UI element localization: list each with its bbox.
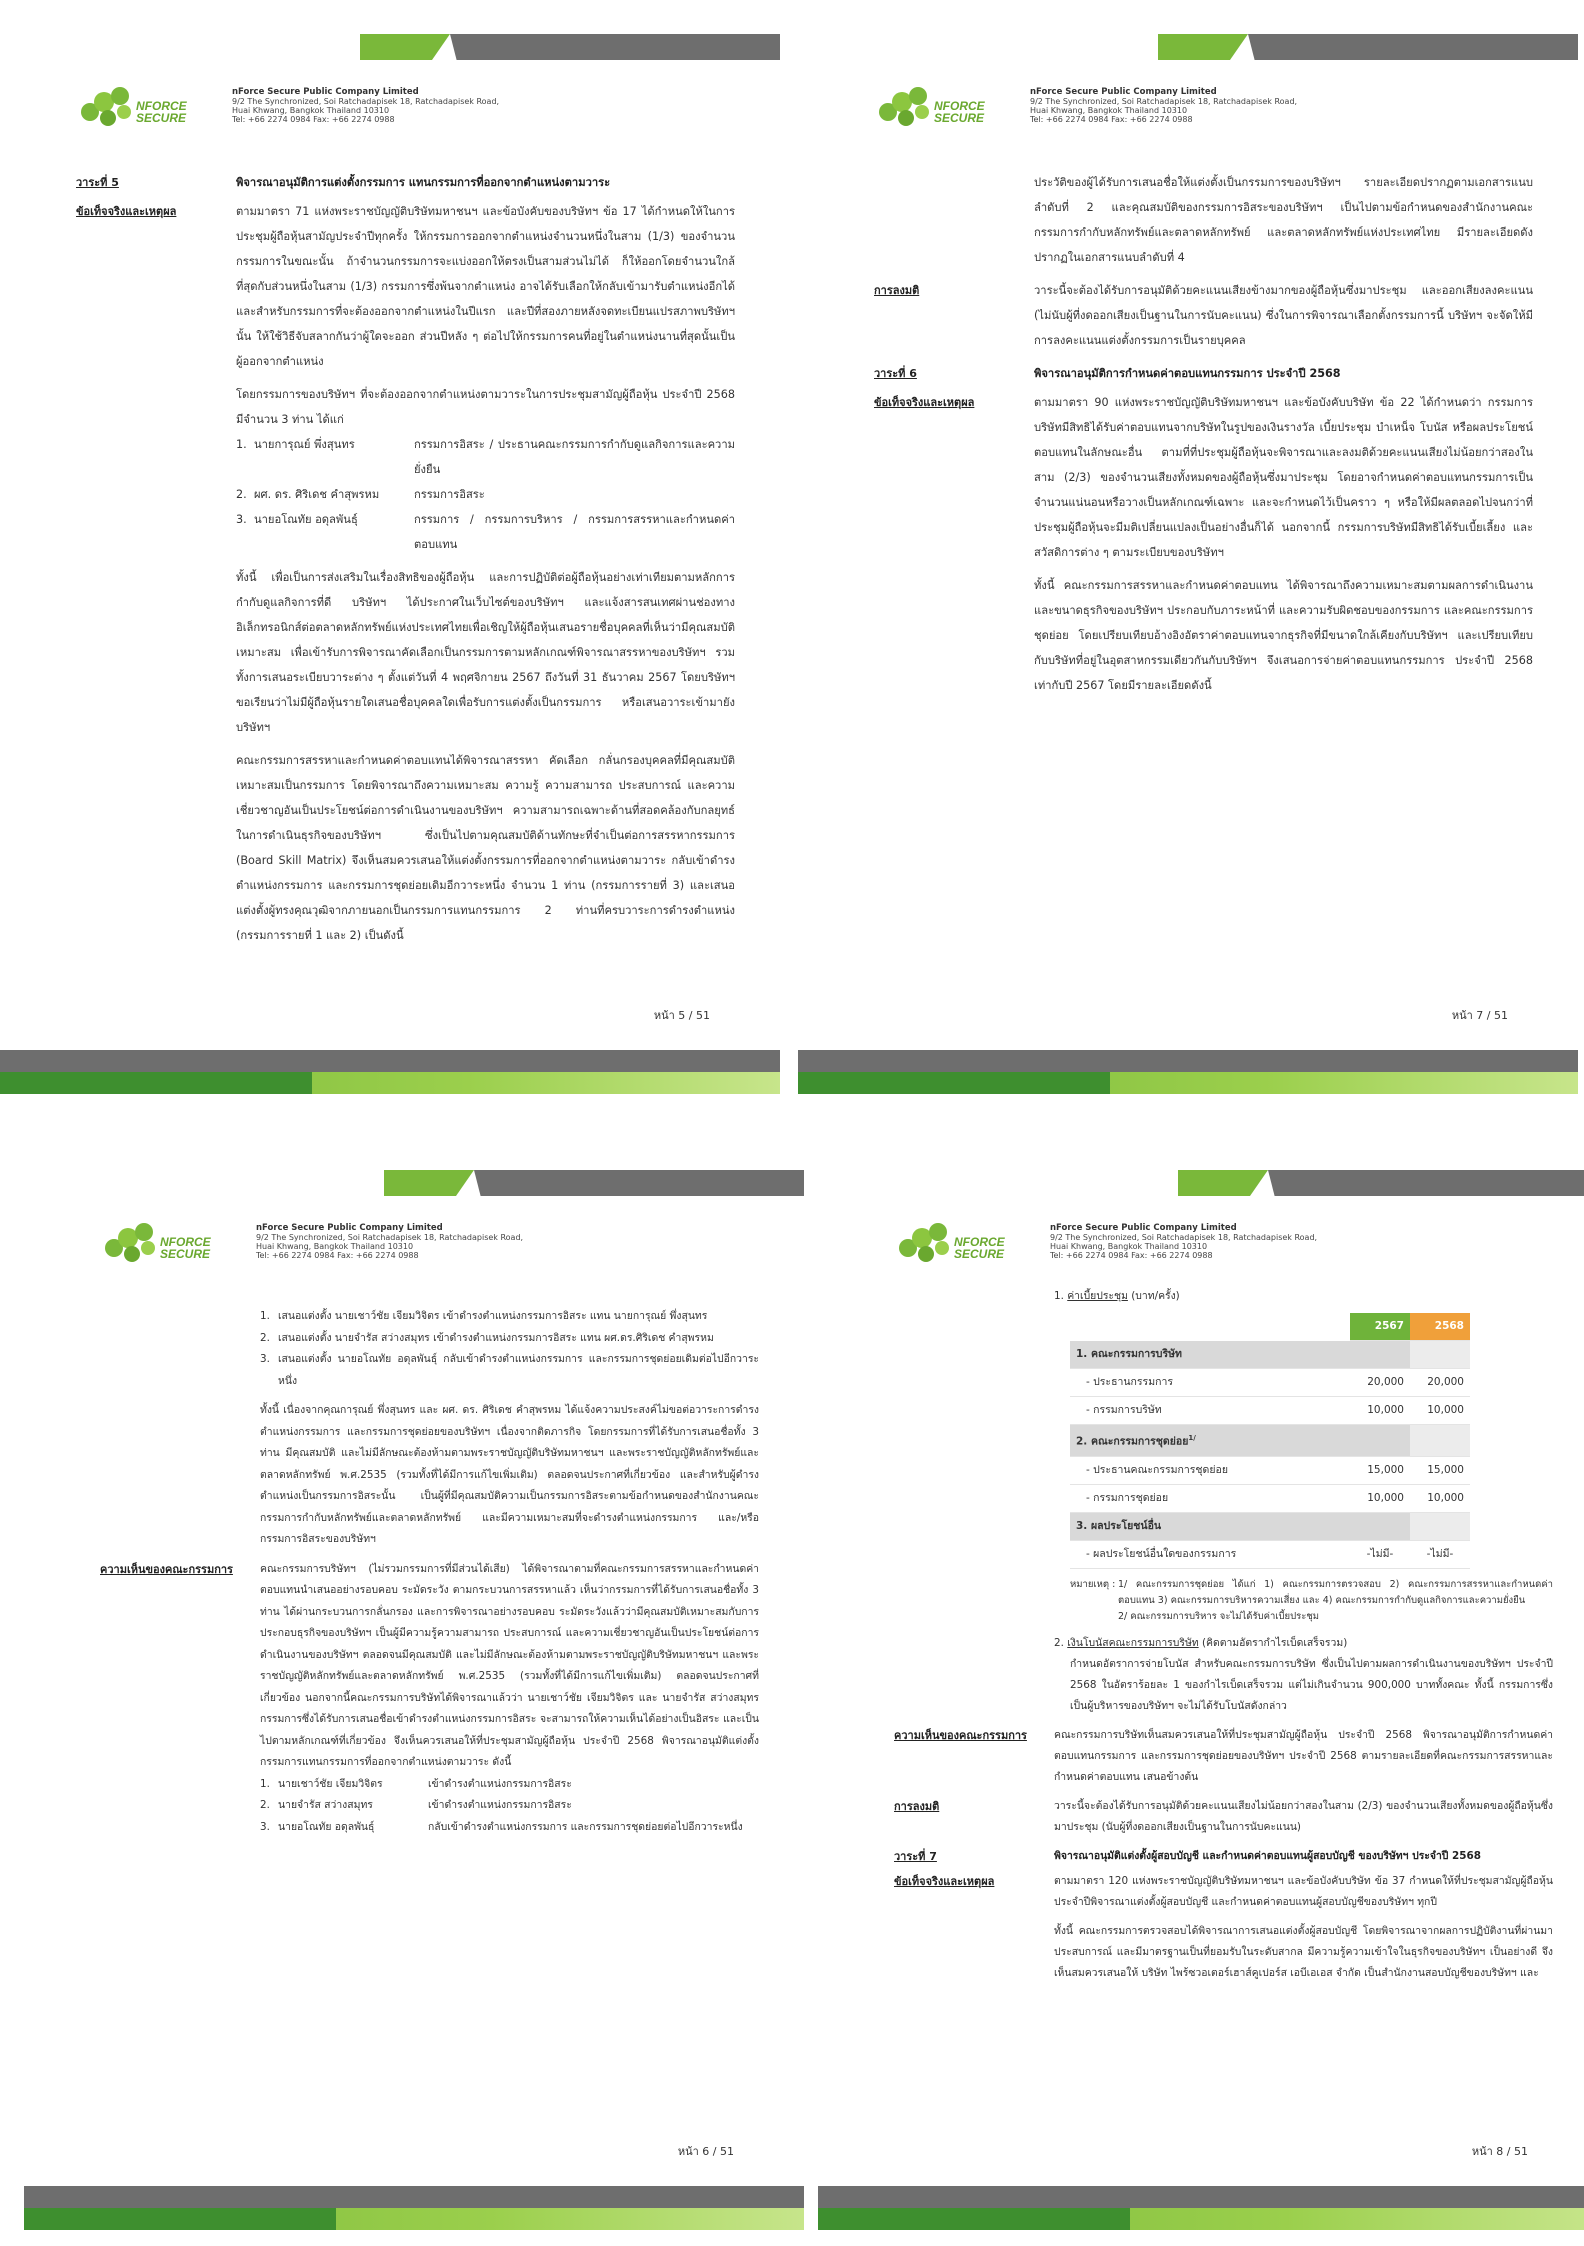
nominee-list	[260, 1306, 759, 1392]
agenda-label: วาระที่ 6	[874, 367, 917, 380]
col-2568: 2568	[1410, 1313, 1470, 1341]
footer-band	[0, 1034, 780, 1094]
svg-text:NFORCE: NFORCE	[954, 1235, 1005, 1249]
company-address-line1: 9/2 The Synchronized, Soi Ratchadapisek 18, Ratchadapisek Road,	[232, 97, 500, 106]
header-accent-green	[1178, 1170, 1268, 1196]
resolution-label: การลงมติ	[894, 1799, 940, 1813]
facts-label: ข้อเท็จจริงและเหตุผล	[874, 396, 975, 409]
svg-text:NFORCE: NFORCE	[934, 99, 985, 113]
paragraph: วาระนี้จะต้องได้รับการอนุมัติด้วยคะแนนเสียงข้างมากของผู้ถือหุ้นซึ่งมาประชุม และออกเสียงลงคะแนน (ไม่นับผู้ที่งดออกเสียงเป็นฐานในการนับคะแนน) ซึ่งในการพิจารณาเลือกตั้งกรรมการนี้ บริษัทฯ จะจัดให้มีการลงคะแนนแต่งตั้งกรรมการเป็นรายบุคคล	[1034, 284, 1533, 347]
logo-wordmark: NFORCE	[136, 99, 187, 113]
svg-text:SECURE: SECURE	[136, 111, 187, 125]
list-item: 3. นายอโณทัย อดุลพันธุ์ กลับเข้าดำรงตำแหน่งกรรมการ และกรรมการชุดย่อยต่อไปอีกวาระหนึ่ง	[260, 1820, 743, 1833]
table-row: 1. คณะกรรมการบริษัท	[1070, 1341, 1470, 1369]
paragraph: ทั้งนี้ เพื่อเป็นการส่งเสริมในเรื่องสิทธิของผู้ถือหุ้น และการปฏิบัติต่อผู้ถือหุ้นอย่างเท่าเทียมตามหลักการกำกับดูแลกิจการที่ดี บริษัทฯ ได้ประกาศในเว็บไซต์ของบริษัทฯ และแจ้งสารสนเทศผ่านช่องทางอิเล็กทรอนิกส์ต่อตลาดหลักทรัพย์แห่งประเทศไทยเพื่อเชิญให้ผู้ถือหุ้นเสนอรายชื่อบุคคลที่เห็นว่ามีคุณสมบัติเหมาะสม เพื่อเข้ารับการพิจารณาคัดเลือกเป็นกรรมการตามหลักเกณฑ์พิจารณาสรรหาของบริษัทฯ รวมทั้งการเสนอระเบียบวาระต่าง ๆ ตั้งแต่วันที่ 4 พฤศจิกายน 2567 ถึงวันที่ 31 ธันวาคม 2567 โดยบริษัทฯ ขอเรียนว่าไม่มีผู้ถือหุ้นรายใดเสนอชื่อบุคคลใดเพื่อรับการแต่งตั้งเป็นกรรมการ หรือเสนอวาระเข้ามายังบริษัทฯ	[236, 571, 735, 734]
company-logo	[78, 82, 213, 132]
facts-label: ข้อเท็จจริงและเหตุผล	[76, 205, 177, 218]
list-item: 1. นายเชาว์ชัย เจียมวิจิตร เข้าดำรงตำแหน่งกรรมการอิสระ	[260, 1777, 572, 1790]
appointment-list	[260, 1774, 759, 1839]
page-number: หน้า 5 / 51	[653, 1009, 710, 1022]
agenda-title: พิจารณาอนุมัติการแต่งตั้งกรรมการ แทนกรรมการที่ออกจากตำแหน่งตามวาระ	[236, 176, 611, 189]
company-info	[232, 88, 499, 124]
resolution-label: การลงมติ	[874, 284, 920, 297]
company-info: nForce Secure Public Company Limited 9/2 The Synchronized, Soi Ratchadapisek 18, Ratchadapisek Road, Huai Khwang, Bangkok Thailand 10310 Tel: +66 2274 0984 Fax: +66 2274 0988	[1030, 87, 1298, 124]
table-row: - ประธานคณะกรรมการชุดย่อย 15,000 15,000	[1070, 1456, 1470, 1484]
paragraph: คณะกรรมการบริษัทฯ (ไม่รวมกรรมการที่มีส่วนได้เสีย) ได้พิจารณาตามที่คณะกรรมการสรรหาและกำหนดค่าตอบแทนนำเสนออย่างรอบคอบ ระมัดระวัง ตามกระบวนการสรรหาแล้ว เห็นว่ากรรมการที่ได้รับการเสนอชื่อทั้ง 3 ท่าน ได้ผ่านกระบวนการกลั่นกรอง และการพิจารณาอย่างรอบคอบ ระมัดระวังแล้วว่ามีคุณสมบัติเหมาะสมกับการประกอบธุรกิจของบริษัทฯ เป็นผู้มีความรู้ความสามารถ ประสบการณ์ และความเชี่ยวชาญอันเป็นประโยชน์ต่อการดำเนินงานของบริษัทฯ ตลอดจนมีคุณสมบัติ และไม่มีลักษณะต้องห้ามตามพระราชบัญญัติบริษัทมหาชนฯ และพระราชบัญญัติหลักทรัพย์และตลาดหลักทรัพย์ พ.ศ.2535 (รวมทั้งที่ได้มีการแก้ไขเพิ่มเติม) ตลอดจนประกาศที่เกี่ยวข้อง นอกจากนี้คณะกรรมการบริษัทได้พิจารณาแล้วว่า นายเชาว์ชัย เจียมวิจิตร และ นายจำรัส สว่างสมุทร กรรมการซึ่งได้รับการเสนอชื่อเข้าดำรงตำแหน่งกรรมการอิสระ จะสามารถให้ความเห็นได้อย่างเป็นอิสระ และเป็นไปตามหลักเกณฑ์ที่เกี่ยวข้อง จึงเห็นควรเสนอให้ที่ประชุมสามัญผู้ถือหุ้น ประจำปี 2568 พิจารณาอนุมัติแต่งตั้งกรรมการแทนกรรมการที่ออกจากตำแหน่งตามวาระ ดังนี้	[260, 1562, 759, 1768]
header-band	[450, 34, 780, 60]
footer-band	[798, 1034, 1578, 1094]
company-logo	[102, 1218, 237, 1268]
list-item: 2. ผศ. ดร. ศิริเดช คำสุพรหม กรรมการอิสระ	[236, 488, 485, 501]
document-page-5	[0, 0, 780, 1110]
footer-band	[818, 2170, 1584, 2230]
paragraph: ทั้งนี้ คณะกรรมการตรวจสอบได้พิจารณาการเสนอแต่งตั้งผู้สอบบัญชี โดยพิจารณาจากผลการปฏิบัติงานที่ผ่านมา ประสบการณ์ และมีมาตรฐานเป็นที่ยอมรับในระดับสากล มีความรู้ความเข้าใจในธุรกิจของบริษัทฯ เป็นอย่างดี จึงเห็นสมควรเสนอให้ บริษัท ไพร้ซวอเตอร์เฮาส์คูเปอร์ส เอบีเอเอส จำกัด เป็นสำนักงานสอบบัญชีของบริษัทฯ และ	[1054, 1924, 1553, 1979]
paragraph: ทั้งนี้ เนื่องจากคุณการุณย์ พึ่งสุนทร และ ผศ. ดร. ศิริเดช คำสุพรหม ได้แจ้งความประสงค์ไม่ขอต่อวาระการดำรงตำแหน่งกรรมการ และกรรมการชุดย่อยของบริษัทฯ เนื่องจากติดภารกิจ โดยกรรมการที่ได้รับการเสนอชื่อทั้ง 3 ท่าน มีคุณสมบัติ และไม่มีลักษณะต้องห้ามตามพระราชบัญญัติบริษัทมหาชนฯ และพระราชบัญญัติหลักทรัพย์และตลาดหลักทรัพย์ พ.ศ.2535 (รวมทั้งที่ได้มีการแก้ไขเพิ่มเติม) ตลอดจนประกาศที่เกี่ยวข้อง และสำหรับผู้ดำรงตำแหน่งเป็นกรรมการอิสระนั้น เป็นผู้ที่มีคุณสมบัติความเป็นกรรมการอิสระตามข้อกำหนดของสำนักงานคณะกรรมการกำกับหลักทรัพย์และตลาดหลักทรัพย์ และมีความเหมาะสมที่จะดำรงตำแหน่งกรรมการ และ/หรือกรรมการอิสระของบริษัทฯ	[260, 1404, 759, 1545]
paragraph: ทั้งนี้ คณะกรรมการสรรหาและกำหนดค่าตอบแทน ได้พิจารณาถึงความเหมาะสมตามผลการดำเนินงาน และขนาดธุรกิจของบริษัทฯ ประกอบกับภาระหน้าที่ และความรับผิดชอบของกรรมการ และคณะกรรมการชุดย่อย โดยเปรียบเทียบอ้างอิงอัตราค่าตอบแทนจากธุรกิจที่มีขนาดใกล้เคียงกับบริษัทฯ และเปรียบเทียบกับบริษัทที่อยู่ในอุตสาหกรรมเดียวกันกับบริษัทฯ จึงเสนอการจ่ายค่าตอบแทนกรรมการ ประจำปี 2568 เท่ากับปี 2567 โดยมีรายละเอียดดังนี้	[1034, 579, 1533, 692]
company-logo	[896, 1218, 1031, 1268]
board-opinion-label: ความเห็นของคณะกรรมการ	[894, 1728, 1027, 1742]
header-band	[474, 1170, 804, 1196]
page-number: หน้า 7 / 51	[1451, 1009, 1508, 1022]
header-accent-green	[360, 34, 450, 60]
page-number: หน้า 8 / 51	[1471, 2145, 1528, 2158]
agenda-title: พิจารณาอนุมัติการกำหนดค่าตอบแทนกรรมการ ประจำปี 2568	[1034, 367, 1341, 380]
paragraph: ตามมาตรา 120 แห่งพระราชบัญญัติบริษัทมหาชนฯ และข้อบังคับบริษัท ข้อ 37 กำหนดให้ที่ประชุมสามัญผู้ถือหุ้นประจำปีพิจารณาแต่งตั้งผู้สอบบัญชี และกำหนดค่าตอบแทนผู้สอบบัญชีของบริษัทฯ ทุกปี	[1054, 1874, 1553, 1908]
table-row: - กรรมการชุดย่อย 10,000 10,000	[1070, 1484, 1470, 1512]
paragraph: ตามมาตรา 71 แห่งพระราชบัญญัติบริษัทมหาชนฯ และข้อบังคับของบริษัทฯ ข้อ 17 ได้กำหนดให้ในการประชุมผู้ถือหุ้นสามัญประจำปีทุกครั้ง ให้กรรมการออกจากตำแหน่งจำนวนหนึ่งในสาม (1/3) ของจำนวนกรรมการในขณะนั้น ถ้าจำนวนกรรมการจะแบ่งออกให้ตรงเป็นสามส่วนไม่ได้ ก็ให้ออกโดยจำนวนใกล้ที่สุดกับส่วนหนึ่งในสาม (1/3) กรรมการซึ่งพ้นจากตำแหน่ง อาจได้รับเลือกให้กลับเข้ามารับตำแหน่งอีกได้ และสำหรับกรรมการที่จะต้องออกจากตำแหน่งในปีแรก และปีที่สองภายหลังจดทะเบียนแปรสภาพบริษัทฯ นั้น ให้ใช้วิธีจับสลากกันว่าผู้ใดจะออก ส่วนปีหลัง ๆ ต่อไปให้กรรมการคนที่อยู่ในตำแหน่งนานที่สุดนั้นเป็นผู้ออกจากตำแหน่ง	[236, 205, 735, 368]
table-row: - กรรมการบริษัท 10,000 10,000	[1070, 1397, 1470, 1425]
col-2567: 2567	[1350, 1313, 1410, 1341]
table-row: 2. คณะกรรมการชุดย่อย$^{1/}$	[1070, 1425, 1470, 1457]
table-row: - ประธานกรรมการ 20,000 20,000	[1070, 1369, 1470, 1397]
svg-text:SECURE: SECURE	[954, 1247, 1005, 1261]
header-band	[1248, 34, 1578, 60]
document-page-8	[818, 1136, 1584, 2246]
bonus-heading: 2. เงินโบนัสคณะกรรมการบริษัท (คิดตามอัตรากำไรเบ็ดเสร็จรวม)	[1054, 1636, 1348, 1649]
paragraph: วาระนี้จะต้องได้รับการอนุมัติด้วยคะแนนเสียงไม่น้อยกว่าสองในสาม (2/3) ของจำนวนเสียงทั้งหมดของผู้ถือหุ้นซึ่งมาประชุม (นับผู้ที่งดออกเสียงเป็นฐานในการนับคะแนน)	[1054, 1799, 1553, 1833]
company-name: nForce Secure Public Company Limited	[232, 87, 419, 97]
svg-text:SECURE: SECURE	[160, 1247, 211, 1261]
page-body	[894, 1286, 1553, 1992]
board-opinion-label: ความเห็นของคณะกรรมการ	[100, 1562, 233, 1576]
header-band	[1268, 1170, 1584, 1196]
paragraph: กำหนดอัตราการจ่ายโบนัส สำหรับคณะกรรมการบริษัท ซึ่งเป็นไปตามผลการดำเนินงานของบริษัทฯ ประจำปี 2568 ในอัตราร้อยละ 1 ของกำไรเบ็ดเสร็จรวม แต่ไม่เกินจำนวน 900,000 บาททั้งคณะ ทั้งนี้ กรรมการซึ่งเป็นผู้บริหารของบริษัทฯ จะไม่ได้รับโบนัสดังกล่าว	[1070, 1657, 1553, 1712]
page-body	[100, 1306, 759, 1838]
paragraph: ตามมาตรา 90 แห่งพระราชบัญญัติบริษัทมหาชนฯ และข้อบังคับบริษัท ข้อ 22 ได้กำหนดว่า กรรมการบริษัทมีสิทธิได้รับค่าตอบแทนจากบริษัทในรูปของเงินรางวัล เบี้ยประชุม บำเหน็จ โบนัส หรือผลประโยชน์ตอบแทนในลักษณะอื่น ตามที่ที่ประชุมผู้ถือหุ้นจะพิจารณาและลงมติด้วยคะแนนเสียงไม่น้อยกว่าสองในสาม (2/3) ของจำนวนเสียงทั้งหมดของผู้ถือหุ้นซึ่งมาประชุม โดยอาจกำหนดค่าตอบแทนกรรมการเป็นจำนวนแน่นอนหรือวางเป็นหลักเกณฑ์เฉพาะ และจะกำหนดไว้เป็นคราว ๆ หรือให้มีผลตลอดไปจนกว่าที่ประชุมผู้ถือหุ้นจะมีมติเปลี่ยนแปลงเป็นอย่างอื่นก็ได้ นอกจากนี้ กรรมการบริษัทมีสิทธิได้รับเบี้ยเลี้ยง และสวัสดิการต่าง ๆ ตามระเบียบของบริษัทฯ	[1034, 396, 1533, 559]
agenda-label: วาระที่ 7	[894, 1849, 937, 1863]
list-item: 2. นายจำรัส สว่างสมุทร เข้าดำรงตำแหน่งกรรมการอิสระ	[260, 1799, 572, 1811]
document-page-7	[798, 0, 1578, 1110]
svg-text:NFORCE: NFORCE	[160, 1235, 211, 1249]
company-logo	[876, 82, 1011, 132]
paragraph: ประวัติของผู้ได้รับการเสนอชื่อให้แต่งตั้งเป็นกรรมการของบริษัทฯ รายละเอียดปรากฏตามเอกสารแนบลำดับที่ 2 และคุณสมบัติของกรรมการอิสระของบริษัทฯ เป็นไปตามข้อกำหนดของสำนักงานคณะกรรมการกำกับหลักทรัพย์และตลาดหลักทรัพย์ และตลาดหลักทรัพย์แห่งประเทศไทย มีรายละเอียดดังปรากฏในเอกสารแนบลำดับที่ 4	[1034, 176, 1533, 264]
document-page-6	[24, 1136, 804, 2246]
footer-band	[24, 2170, 804, 2230]
page-body	[76, 170, 735, 956]
meeting-fee-table	[1070, 1313, 1470, 1569]
company-info: nForce Secure Public Company Limited 9/2 The Synchronized, Soi Ratchadapisek 18, Ratchadapisek Road, Huai Khwang, Bangkok Thailand 10310 Tel: +66 2274 0984 Fax: +66 2274 0988	[1050, 1223, 1318, 1260]
table-row: 3. ผลประโยชน์อื่น	[1070, 1512, 1470, 1540]
agenda-title: พิจารณาอนุมัติแต่งตั้งผู้สอบบัญชี และกำหนดค่าตอบแทนผู้สอบบัญชี ของบริษัทฯ ประจำปี 2568	[1054, 1849, 1481, 1862]
page-number: หน้า 6 / 51	[677, 2145, 734, 2158]
list-item: 3. เสนอแต่งตั้ง นายอโณทัย อดุลพันธุ์ กลับเข้าดำรงตำแหน่งกรรมการ และกรรมการชุดย่อยเดิมต่อไปอีกวาระหนึ่ง	[260, 1353, 759, 1387]
table-note: หมายเหตุ : 1/ คณะกรรมการชุดย่อย ได้แก่ 1) คณะกรรมการตรวจสอบ 2) คณะกรรมการสรรหาและกำหนดค่าตอบแทน 3) คณะกรรมการบริหารความเสี่ยง และ 4) คณะกรรมการกำกับดูแลกิจการและความยั่งยืน 2/ คณะกรรมการบริหาร จะไม่ได้รับค่าเบี้ยประชุม	[1070, 1578, 1553, 1622]
agenda-label: วาระที่ 5	[76, 176, 119, 189]
company-info: nForce Secure Public Company Limited 9/2 The Synchronized, Soi Ratchadapisek 18, Ratchadapisek Road, Huai Khwang, Bangkok Thailand 10310 Tel: +66 2274 0984 Fax: +66 2274 0988	[256, 1223, 524, 1260]
table-row: - ผลประโยชน์อื่นใดของกรรมการ -ไม่มี- -ไม่มี-	[1070, 1540, 1470, 1568]
list-item: 2. เสนอแต่งตั้ง นายจำรัส สว่างสมุทร เข้าดำรงตำแหน่งกรรมการอิสระ แทน ผศ.ดร.ศิริเดช คำสุพรหม	[260, 1331, 714, 1344]
paragraph: คณะกรรมการบริษัทเห็นสมควรเสนอให้ที่ประชุมสามัญผู้ถือหุ้น ประจำปี 2568 พิจารณาอนุมัติการกำหนดค่าตอบแทนกรรมการ และกรรมการชุดย่อยของบริษัทฯ ประจำปี 2568 ตามรายละเอียดที่คณะกรรมการสรรหาและกำหนดค่าตอบแทน เสนอข้างต้น	[1054, 1728, 1553, 1783]
svg-text:SECURE: SECURE	[934, 111, 985, 125]
page-body	[874, 170, 1533, 706]
paragraph: โดยกรรมการของบริษัทฯ ที่จะต้องออกจากตำแหน่งตามวาระในการประชุมสามัญผู้ถือหุ้น ประจำปี 2568 มีจำนวน 3 ท่าน ได้แก่	[236, 388, 735, 426]
header-accent-green	[1158, 34, 1248, 60]
fee-heading: 1. ค่าเบี้ยประชุม (บาท/ครั้ง)	[1054, 1290, 1180, 1302]
company-phone: Tel: +66 2274 0984 Fax: +66 2274 0988	[232, 115, 395, 124]
facts-label: ข้อเท็จจริงและเหตุผล	[894, 1874, 995, 1888]
list-item: 1. เสนอแต่งตั้ง นายเชาว์ชัย เจียมวิจิตร เข้าดำรงตำแหน่งกรรมการอิสระ แทน นายการุณย์ พึ่งสุนทร	[260, 1310, 708, 1322]
paragraph: คณะกรรมการสรรหาและกำหนดค่าตอบแทนได้พิจารณาสรรหา คัดเลือก กลั่นกรองบุคคลที่มีคุณสมบัติเหมาะสมเป็นกรรมการ โดยพิจารณาถึงความเหมาะสม ความรู้ ความสามารถ ประสบการณ์ และความเชี่ยวชาญอันเป็นประโยชน์ต่อการดำเนินงานของบริษัทฯ ความสามารถเฉพาะด้านที่สอดคล้องกับกลยุทธ์ในการดำเนินธุรกิจของบริษัทฯ ซึ่งเป็นไปตามคุณสมบัติด้านทักษะที่จำเป็นต่อการสรรหากรรมการ (Board Skill Matrix) จึงเห็นสมควรเสนอให้แต่งตั้งกรรมการที่ออกจากตำแหน่งตามวาระ กลับเข้าดำรงตำแหน่งกรรมการ และกรรมการชุดย่อยเดิมอีกวาระหนึ่ง จำนวน 1 ท่าน (กรรมการรายที่ 3) และเสนอแต่งตั้งผู้ทรงคุณวุฒิจากภายนอกเป็นกรรมการแทนกรรมการ 2 ท่านที่ครบวาระการดำรงตำแหน่ง (กรรมการรายที่ 1 และ 2) เป็นดังนี้	[236, 754, 735, 942]
list-item: 1. นายการุณย์ พึ่งสุนทร กรรมการอิสระ / ประธานคณะกรรมการกำกับดูแลกิจการและความยั่งยืน	[236, 438, 735, 476]
company-address-line2: Huai Khwang, Bangkok Thailand 10310	[232, 106, 390, 115]
directors-list	[236, 432, 735, 557]
header-accent-green	[384, 1170, 474, 1196]
list-item: 3. นายอโณทัย อดุลพันธุ์ กรรมการ / กรรมการบริหาร / กรรมการสรรหาและกำหนดค่าตอบแทน	[236, 513, 735, 551]
